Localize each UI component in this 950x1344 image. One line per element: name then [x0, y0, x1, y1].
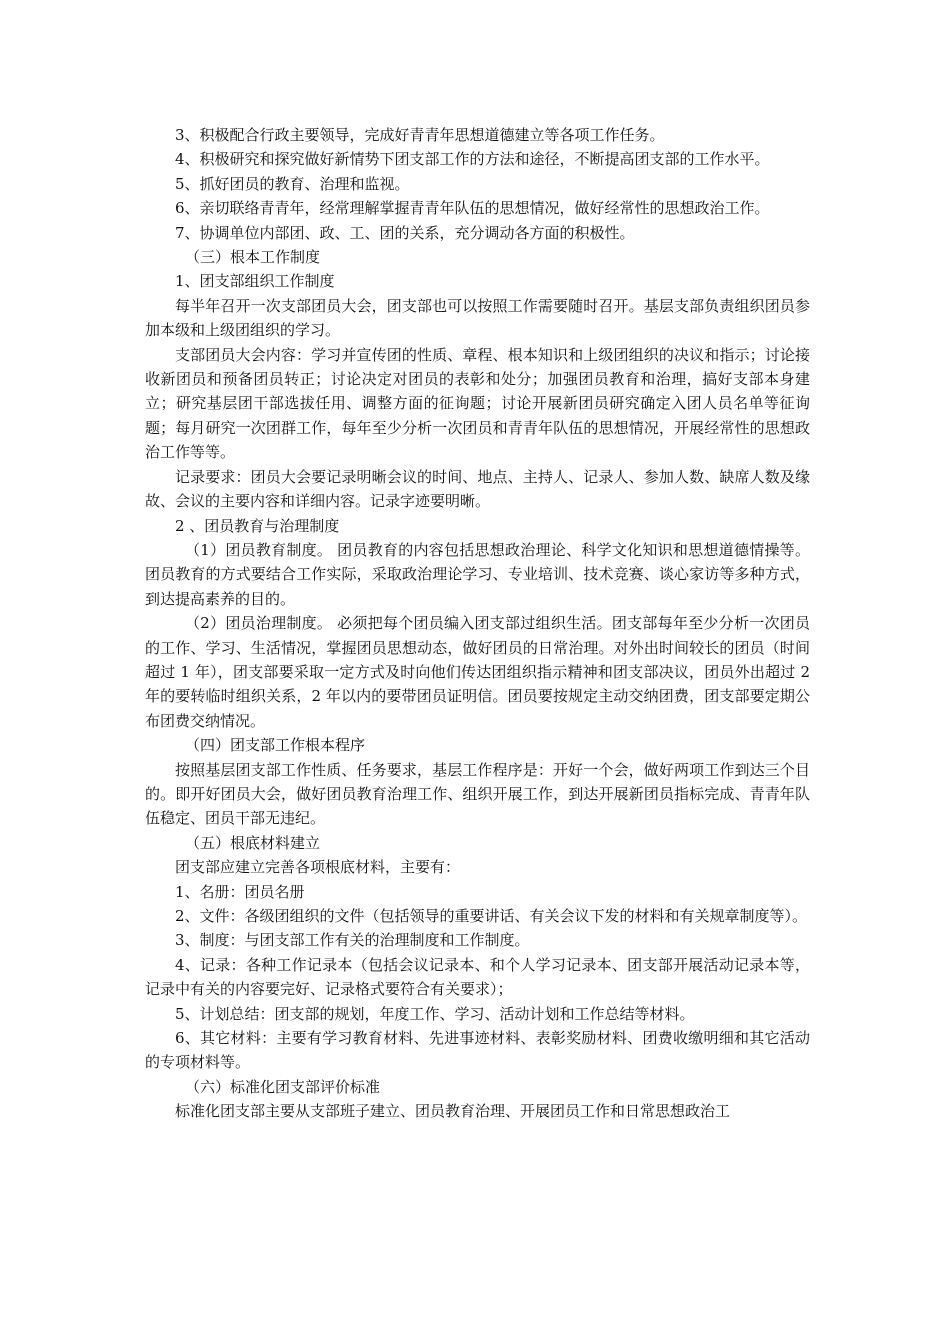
section-heading: （六）标准化团支部评价标准: [185, 1077, 381, 1096]
list-item: 2、文件：各级团组织的文件（包括领导的重要讲话、有关会议下发的材料和有关规章制度等）。: [175, 907, 808, 925]
body-paragraph: （1）团员教育制度。 团员教育的内容包括思想政治理论、科学文化知识和思想道德情操等。团员教育的方式要结合工作实际，采取政治理论学习、专业培训、技术竞赛、谈心家访等多种方式，到达提高素养的目的。: [145, 540, 810, 608]
body-paragraph: 团支部应建立完善各项根底材料，主要有：: [175, 858, 461, 877]
list-item: 4、记录：各种工作记录本（包括会议记录本、和个人学习记录本、团支部开展活动记录本等，记录中有关的内容要完好、记录格式要符合有关要求）；: [145, 955, 810, 999]
body-paragraph: 标准化团支部主要从支部班子建立、团员教育治理、开展团员工作和日常思想政治工: [175, 1102, 731, 1121]
body-paragraph: 支部团员大会内容：学习并宣传团的性质、章程、根本知识和上级团组织的决议和指示；讨论接收新团员和预备团员转正；讨论决定对团员的表彰和处分；加强团员教育和治理，搞好支部本身建立；研究基层团干部选拔任用、调整方面的征询题；讨论开展新团员研究确定入团人员名单等征询题；每月研究一次团群工作，每年至少分析一次团员和青青年队伍的思想情况，开展经常性的思想政治工作等等。: [145, 345, 810, 462]
body-paragraph: （2）团员治理制度。 必须把每个团员编入团支部过组织生活。团支部每年至少分析一次团员的工作、学习、生活情况，掌握团员思想动态，做好团员的日常治理。对外出时间较长的团员（时间超过 1 年），团支部要采取一定方式及时向他们传达团组织指示精神和团支部决议，团员外出超过 2 年的要转临时组织关系，2 年以内的要带团员证明信。团员要按规定主动交纳团费，团支部要定期公布团费交纳情况。: [145, 614, 810, 730]
subsection-heading: 1、团支部组织工作制度: [175, 272, 335, 291]
list-item: 5、抓好团员的教育、治理和监视。: [175, 174, 410, 193]
section-heading: （四）团支部工作根本程序: [185, 736, 366, 755]
list-item: 7、协调单位内部团、政、工、团的关系，充分调动各方面的积极性。: [175, 223, 635, 242]
list-item: 5、计划总结：团支部的规划，年度工作、学习、活动计划和工作总结等材料。: [175, 1004, 695, 1023]
section-heading: （五）根底材料建立: [185, 833, 321, 852]
list-item: 3、制度：与团支部工作有关的治理制度和工作制度。: [175, 931, 530, 950]
list-item: 3、积极配合行政主要领导，完成好青青年思想道德建立等各项工作任务。: [175, 126, 665, 144]
section-heading: （三）根本工作制度: [185, 248, 321, 267]
list-item: 1、名册：团员名册: [175, 882, 305, 901]
body-paragraph: 每半年召开一次支部团员大会，团支部也可以按照工作需要随时召开。基层支部负责组织团员参加本级和上级团组织的学习。: [145, 296, 810, 340]
body-paragraph: 记录要求：团员大会要记录明晰会议的时间、地点、主持人、记录人、参加人数、缺席人数及缘故、会议的主要内容和详细内容。记录字迹要明晰。: [145, 467, 810, 511]
list-item: 4、积极研究和探究做好新情势下团支部工作的方法和途径，不断提高团支部的工作水平。: [175, 150, 770, 169]
body-paragraph: 按照基层团支部工作性质、任务要求，基层工作程序是：开好一个会，做好两项工作到达三个目的。即开好团员大会，做好团员教育治理工作、组织开展工作，到达开展新团员指标完成、青青年队伍稳定、团员干部无违纪。: [145, 760, 810, 828]
list-item: 6、其它材料：主要有学习教育材料、先进事迹材料、表彰奖励材料、团费收缴明细和其它活动的专项材料等。: [145, 1029, 810, 1072]
subsection-heading: 2 、团员教育与治理制度: [175, 516, 340, 535]
document-page: [145, 123, 810, 1124]
list-item: 6、亲切联络青青年，经常理解掌握青青年队伍的思想情况，做好经常性的思想政治工作。: [175, 199, 770, 218]
